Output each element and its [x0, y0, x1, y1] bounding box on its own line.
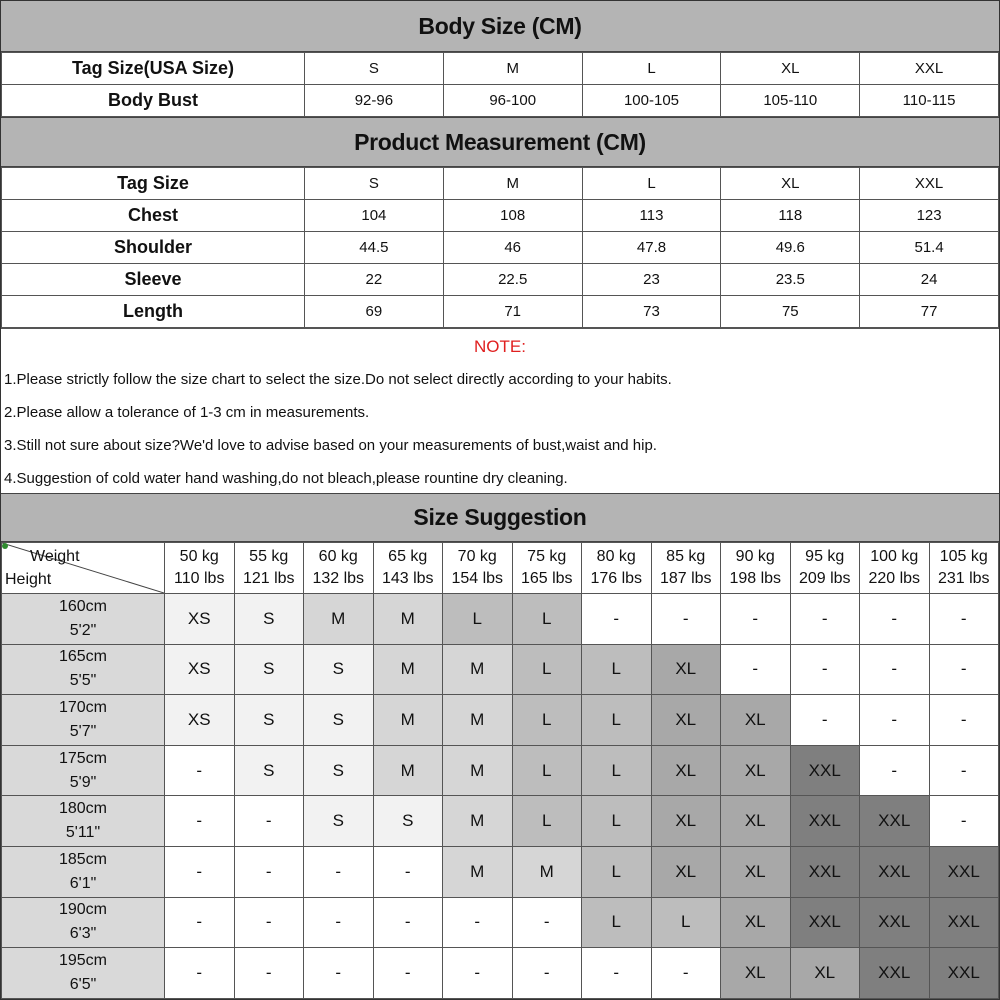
value-cell: 44.5: [305, 232, 444, 264]
value-cell: XXL: [860, 53, 999, 85]
height-ft: 5'9": [69, 773, 97, 791]
size-cell: XXL: [790, 846, 860, 897]
height-row: [2, 644, 999, 695]
size-cell: XL: [651, 644, 721, 695]
value-cell: 22: [305, 264, 444, 296]
value-cell: 113: [582, 200, 721, 232]
size-cell: XXL: [790, 745, 860, 796]
size-cell: -: [234, 897, 304, 948]
size-cell: -: [929, 644, 999, 695]
weight-lbs: 187 lbs: [659, 570, 712, 587]
size-cell: XXL: [860, 948, 930, 999]
height-ft: 5'2": [69, 621, 97, 639]
weight-header-cell: [373, 543, 443, 594]
weight-lbs: 165 lbs: [520, 570, 573, 587]
note-title: NOTE:: [474, 337, 526, 356]
height-cm: 195cm: [58, 951, 108, 969]
size-cell: -: [373, 846, 443, 897]
size-cell: XL: [721, 948, 791, 999]
size-cell: M: [304, 594, 374, 645]
size-cell: M: [443, 846, 513, 897]
height-cm: 190cm: [58, 901, 108, 919]
size-cell: -: [373, 897, 443, 948]
size-cell: -: [165, 897, 235, 948]
size-cell: M: [373, 695, 443, 746]
body-size-row: [2, 85, 999, 117]
value-cell: M: [443, 168, 582, 200]
value-cell: 92-96: [305, 85, 444, 117]
value-cell: XXL: [860, 168, 999, 200]
value-cell: 77: [860, 296, 999, 328]
value-cell: 105-110: [721, 85, 860, 117]
size-cell: L: [582, 644, 652, 695]
size-cell: -: [234, 846, 304, 897]
value-cell: XL: [721, 53, 860, 85]
size-suggestion-title: Size Suggestion: [1, 493, 999, 542]
size-cell: XS: [165, 695, 235, 746]
weight-kg: 90 kg: [735, 548, 775, 565]
weight-lbs: 132 lbs: [312, 570, 365, 587]
value-cell: 100-105: [582, 85, 721, 117]
weight-header-cell: [790, 543, 860, 594]
size-cell: -: [234, 948, 304, 999]
height-label-cell: [2, 846, 165, 897]
weight-header-cell: [721, 543, 791, 594]
notes-section: [1, 328, 999, 493]
row-label: Sleeve: [2, 264, 305, 296]
height-row: [2, 796, 999, 847]
weight-header-cell: [860, 543, 930, 594]
value-cell: 71: [443, 296, 582, 328]
size-cell: XL: [651, 796, 721, 847]
height-row: [2, 594, 999, 645]
size-cell: S: [304, 695, 374, 746]
size-cell: -: [582, 594, 652, 645]
size-cell: S: [304, 796, 374, 847]
size-cell: -: [651, 594, 721, 645]
height-cm: 160cm: [58, 597, 108, 615]
size-cell: -: [443, 948, 513, 999]
note-line: 4.Suggestion of cold water hand washing,do not bleach,please rountine dry cleaning.: [4, 470, 568, 487]
size-cell: -: [721, 594, 791, 645]
size-cell: XXL: [929, 897, 999, 948]
size-cell: XL: [790, 948, 860, 999]
size-cell: L: [651, 897, 721, 948]
height-axis-label: Height: [5, 571, 52, 588]
size-suggestion-table: [1, 542, 999, 999]
size-cell: M: [373, 594, 443, 645]
weight-header-cell: [512, 543, 582, 594]
size-cell: XXL: [790, 796, 860, 847]
weight-header-row: [2, 543, 999, 594]
weight-kg: 60 kg: [318, 548, 358, 565]
value-cell: 110-115: [860, 85, 999, 117]
product-measurement-title: Product Measurement (CM): [1, 117, 999, 167]
size-cell: L: [443, 594, 513, 645]
weight-kg: 65 kg: [388, 548, 428, 565]
corner-marker-icon: [2, 543, 8, 549]
size-cell: M: [443, 695, 513, 746]
size-cell: S: [234, 695, 304, 746]
note-line: 2.Please allow a tolerance of 1-3 cm in measurements.: [4, 404, 370, 421]
value-cell: 46: [443, 232, 582, 264]
size-cell: -: [443, 897, 513, 948]
value-cell: 73: [582, 296, 721, 328]
size-cell: -: [165, 846, 235, 897]
body-size-title: Body Size (CM): [1, 1, 999, 52]
size-cell: -: [304, 897, 374, 948]
height-ft: 6'3": [69, 925, 97, 943]
size-cell: -: [860, 745, 930, 796]
weight-header-cell: [651, 543, 721, 594]
size-cell: XL: [721, 695, 791, 746]
value-cell: 51.4: [860, 232, 999, 264]
size-cell: S: [234, 594, 304, 645]
size-cell: L: [512, 594, 582, 645]
size-cell: L: [582, 897, 652, 948]
size-cell: -: [790, 594, 860, 645]
weight-height-corner: [2, 543, 165, 594]
value-cell: 118: [721, 200, 860, 232]
size-cell: -: [929, 796, 999, 847]
height-cm: 180cm: [58, 800, 108, 818]
value-cell: 23: [582, 264, 721, 296]
weight-header-cell: [443, 543, 513, 594]
height-row: [2, 695, 999, 746]
weight-lbs: 220 lbs: [868, 570, 921, 587]
value-cell: S: [305, 168, 444, 200]
size-cell: XL: [721, 846, 791, 897]
product-measurement-table: [1, 167, 999, 328]
weight-axis-label: Weight: [30, 548, 80, 565]
height-label-cell: [2, 796, 165, 847]
weight-kg: 85 kg: [666, 548, 706, 565]
value-cell: 104: [305, 200, 444, 232]
height-label-cell: [2, 897, 165, 948]
size-cell: -: [373, 948, 443, 999]
size-cell: XL: [721, 796, 791, 847]
size-cell: XXL: [790, 897, 860, 948]
size-cell: -: [582, 948, 652, 999]
weight-lbs: 154 lbs: [451, 570, 504, 587]
weight-kg: 50 kg: [179, 548, 219, 565]
size-cell: L: [582, 796, 652, 847]
weight-kg: 100 kg: [870, 548, 919, 565]
height-label-cell: [2, 948, 165, 999]
row-label: Tag Size: [2, 168, 305, 200]
height-ft: 5'7": [69, 722, 97, 740]
height-cm: 185cm: [58, 850, 108, 868]
size-cell: -: [165, 745, 235, 796]
size-cell: M: [443, 745, 513, 796]
size-cell: XXL: [860, 796, 930, 847]
size-cell: -: [304, 948, 374, 999]
body-size-row: [2, 53, 999, 85]
size-cell: S: [304, 644, 374, 695]
measurement-row: [2, 200, 999, 232]
size-cell: -: [721, 644, 791, 695]
size-cell: -: [790, 644, 860, 695]
size-cell: -: [304, 846, 374, 897]
height-ft: 5'5": [69, 672, 97, 690]
row-label: Body Bust: [2, 85, 305, 117]
note-line: 1.Please strictly follow the size chart to select the size.Do not select directly according to your habits.: [4, 371, 672, 388]
weight-kg: 55 kg: [249, 548, 289, 565]
value-cell: 24: [860, 264, 999, 296]
size-cell: L: [582, 745, 652, 796]
weight-lbs: 231 lbs: [937, 570, 990, 587]
size-cell: XL: [651, 745, 721, 796]
size-cell: S: [373, 796, 443, 847]
size-cell: L: [512, 695, 582, 746]
value-cell: 123: [860, 200, 999, 232]
size-cell: XL: [721, 897, 791, 948]
height-label-cell: [2, 644, 165, 695]
weight-header-cell: [929, 543, 999, 594]
size-cell: M: [373, 644, 443, 695]
value-cell: M: [443, 53, 582, 85]
size-cell: M: [443, 644, 513, 695]
size-cell: XXL: [929, 846, 999, 897]
height-row: [2, 948, 999, 999]
value-cell: 49.6: [721, 232, 860, 264]
measurement-row: [2, 232, 999, 264]
size-cell: XXL: [929, 948, 999, 999]
body-size-table: [1, 52, 999, 117]
size-cell: S: [304, 745, 374, 796]
weight-lbs: 121 lbs: [242, 570, 295, 587]
value-cell: XL: [721, 168, 860, 200]
weight-header-cell: [234, 543, 304, 594]
size-cell: -: [165, 948, 235, 999]
size-cell: XL: [651, 695, 721, 746]
weight-kg: 70 kg: [457, 548, 497, 565]
weight-kg: 95 kg: [805, 548, 845, 565]
height-label-cell: [2, 745, 165, 796]
value-cell: 22.5: [443, 264, 582, 296]
height-cm: 165cm: [58, 648, 108, 666]
size-cell: XXL: [860, 897, 930, 948]
size-cell: -: [790, 695, 860, 746]
size-cell: M: [373, 745, 443, 796]
height-ft: 5'11": [65, 824, 101, 842]
weight-kg: 75 kg: [527, 548, 567, 565]
weight-header-cell: [165, 543, 235, 594]
size-cell: -: [860, 594, 930, 645]
weight-lbs: 110 lbs: [174, 570, 225, 587]
weight-lbs: 198 lbs: [729, 570, 782, 587]
weight-kg: 80 kg: [596, 548, 636, 565]
value-cell: 23.5: [721, 264, 860, 296]
row-label: Length: [2, 296, 305, 328]
size-cell: -: [234, 796, 304, 847]
size-cell: -: [651, 948, 721, 999]
value-cell: 47.8: [582, 232, 721, 264]
row-label: Tag Size(USA Size): [2, 53, 305, 85]
size-cell: XL: [721, 745, 791, 796]
note-line: 3.Still not sure about size?We'd love to advise based on your measurements of bust,waist and hip.: [4, 437, 657, 454]
size-cell: L: [512, 745, 582, 796]
size-cell: XL: [651, 846, 721, 897]
height-ft: 6'5": [69, 975, 97, 993]
size-cell: -: [860, 644, 930, 695]
size-cell: L: [582, 846, 652, 897]
size-cell: -: [929, 745, 999, 796]
size-cell: -: [512, 897, 582, 948]
value-cell: L: [582, 168, 721, 200]
weight-kg: 105 kg: [939, 548, 988, 565]
weight-lbs: 176 lbs: [590, 570, 643, 587]
height-cm: 175cm: [58, 749, 108, 767]
size-cell: XS: [165, 594, 235, 645]
height-row: [2, 897, 999, 948]
value-cell: S: [305, 53, 444, 85]
height-row: [2, 846, 999, 897]
size-cell: L: [512, 644, 582, 695]
row-label: Shoulder: [2, 232, 305, 264]
size-cell: L: [582, 695, 652, 746]
height-label-cell: [2, 695, 165, 746]
size-cell: S: [234, 745, 304, 796]
value-cell: 96-100: [443, 85, 582, 117]
weight-header-cell: [582, 543, 652, 594]
size-cell: -: [512, 948, 582, 999]
size-cell: XS: [165, 644, 235, 695]
row-label: Chest: [2, 200, 305, 232]
value-cell: 108: [443, 200, 582, 232]
size-cell: L: [512, 796, 582, 847]
weight-lbs: 209 lbs: [798, 570, 851, 587]
weight-lbs: 143 lbs: [381, 570, 434, 587]
value-cell: L: [582, 53, 721, 85]
height-ft: 6'1": [69, 874, 97, 892]
value-cell: 69: [305, 296, 444, 328]
height-row: [2, 745, 999, 796]
size-cell: -: [929, 695, 999, 746]
height-label-cell: [2, 594, 165, 645]
size-cell: M: [512, 846, 582, 897]
size-cell: -: [929, 594, 999, 645]
size-cell: S: [234, 644, 304, 695]
measurement-row: [2, 264, 999, 296]
height-cm: 170cm: [58, 698, 108, 716]
weight-header-cell: [304, 543, 374, 594]
size-cell: -: [860, 695, 930, 746]
value-cell: 75: [721, 296, 860, 328]
size-cell: -: [165, 796, 235, 847]
measurement-row: [2, 168, 999, 200]
measurement-row: [2, 296, 999, 328]
size-cell: XXL: [860, 846, 930, 897]
size-cell: M: [443, 796, 513, 847]
